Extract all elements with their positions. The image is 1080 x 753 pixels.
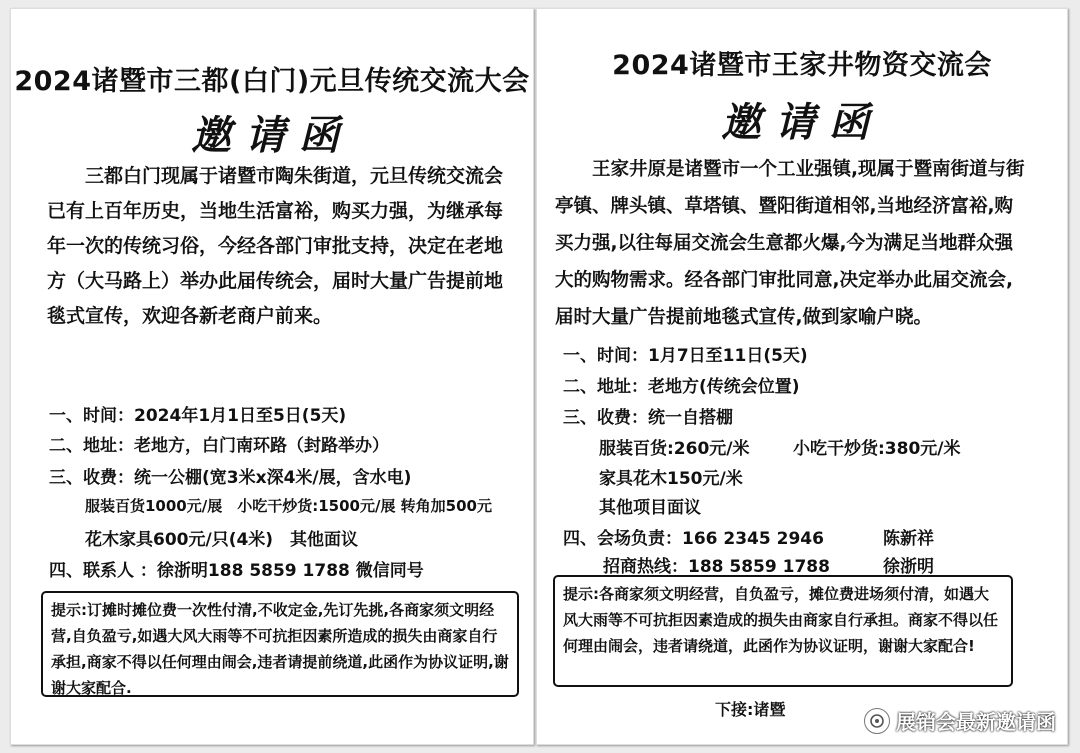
right-address: 二、地址：老地方(传统会位置) — [563, 377, 800, 397]
right-manager-contact: 四、会场负责：166 2345 2946 — [563, 529, 824, 549]
right-manager-name: 陈新祥 — [883, 529, 934, 549]
right-fee-other: 其他项目面议 — [599, 498, 701, 518]
right-invite-heading: 邀请函 — [721, 99, 883, 146]
left-invite-heading: 邀请函 — [191, 112, 353, 159]
left-contact: 四、联系人 ：徐浙明188 5859 1788 微信同号 — [49, 561, 424, 581]
left-address: 二、地址：老地方，白门南环路（封路举办） — [49, 436, 389, 456]
right-fee-clothing: 服装百货:260元/米 — [599, 439, 750, 459]
left-title: 2024诸暨市三都(白门)元旦传统交流大会 — [14, 66, 530, 97]
right-notice-box: 提示:各商家须文明经营，自负盈亏，摊位费进场须付清，如遇大风大雨等不可抗拒因素造成的损失由商家自行承担。商家不得以任何理由闹会，违者请绕道，此函作为协议证明，谢谢大家配合! — [553, 575, 1013, 687]
left-invitation-sheet — [10, 8, 534, 745]
left-fee-detail-1: 服装百货1000元/展 小吃干炒货:1500元/展 转角加500元 — [85, 497, 492, 515]
left-fee-detail-2: 花木家具600元/只(4米) 其他面议 — [85, 530, 359, 550]
left-intro-paragraph: 三都白门现属于诸暨市陶朱街道，元旦传统交流会已有上百年历史，当地生活富裕，购买力强，为继承每年一次的传统习俗，今经各部门审批支持，决定在老地方（大马路上）举办此届传统会，届时大量广告提前地毯式宣传，欢迎各新老商户前来。 — [47, 165, 504, 327]
right-hotline-contact: 招商热线：188 5859 1788 — [603, 557, 830, 577]
right-hotline-name: 徐浙明 — [883, 557, 934, 577]
right-fee: 三、收费：统一自搭棚 — [563, 408, 733, 428]
watermark-text: 展销会最新邀请函 — [896, 710, 1056, 734]
right-title: 2024诸暨市王家井物资交流会 — [612, 50, 992, 81]
right-invitation-sheet — [536, 8, 1068, 745]
watermark — [864, 706, 1056, 735]
right-fee-furniture: 家具花木150元/米 — [599, 469, 743, 489]
left-notice-box: 提示:订摊时摊位费一次性付清,不收定金,先订先挑,各商家须文明经营,自负盈亏,如遇大风大雨等不可抗拒因素所造成的损失由商家自行承担,商家不得以任何理由闹会,违者请提前绕道,此函作为协议证明,谢谢大家配合. — [41, 591, 519, 697]
right-time: 一、时间：1月7日至11日(5天) — [563, 346, 808, 366]
left-time: 一、时间：2024年1月1日至5日(5天) — [49, 406, 347, 426]
left-fee: 三、收费：统一公棚(宽3米x深4米/展，含水电) — [49, 468, 412, 488]
wechat-official-account-icon — [864, 708, 890, 734]
right-footer-note: 下接:诸暨 — [715, 700, 786, 719]
right-intro-paragraph: 王家井原是诸暨市一个工业强镇,现属于暨南街道与街亭镇、牌头镇、草塔镇、暨阳街道相邻,当地经济富裕,购买力强,以往每届交流会生意都火爆,今为满足当地群众强大的购物需求。经各部门审批同意,决定举办此届交流会,届时大量广告提前地毯式宣传,做到家喻户晓。 — [555, 159, 1025, 328]
right-fee-snacks: 小吃干炒货:380元/米 — [793, 439, 961, 459]
